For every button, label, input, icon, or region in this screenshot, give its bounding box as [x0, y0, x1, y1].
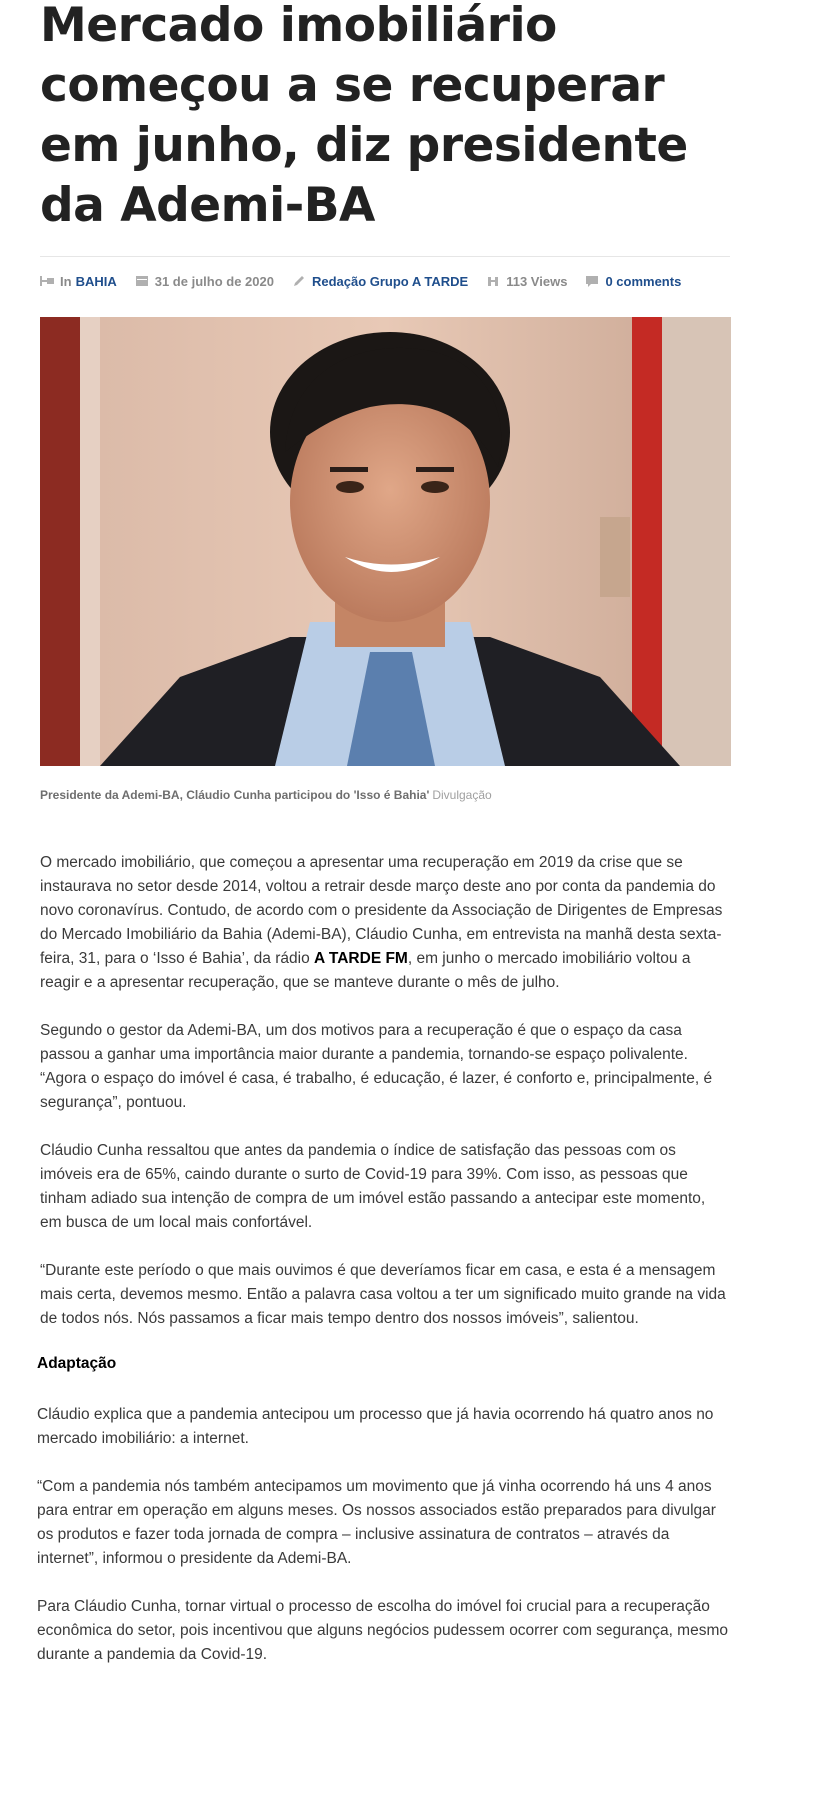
section-heading: Adaptação: [37, 1355, 117, 1372]
meta-author: [292, 274, 468, 289]
category-link[interactable]: BAHIA: [75, 273, 117, 289]
paragraph-3: Cláudio Cunha ressaltou que antes da pandemia o índice de satisfação das pessoas com os imóveis era de 65%, caindo durante o surto de Covid-19 para 39%. Com isso, as pessoas que tinham adiado sua intenção de compra de um imóvel estão passando a antecipar este momento, em busca de um local mais confortável.: [40, 1142, 706, 1231]
article-meta: [40, 257, 730, 305]
views-icon: [486, 275, 500, 287]
article: [37, 0, 730, 1691]
meta-views: [486, 274, 567, 289]
paragraph-6: “Com a pandemia nós também antecipamos um movimento que já vinha ocorrendo há uns 4 anos para entrar em operação em alguns meses. Os nossos associados estão preparados para divulgar os produtos e fazer toda jornada de compra – inclusive assinatura de contratos – através da internet”, informou o presidente da Ademi-BA.: [37, 1478, 716, 1567]
meta-comments: [585, 274, 681, 289]
views-count: 113 Views: [506, 273, 568, 289]
meta-category: [40, 274, 117, 289]
comment-icon: [585, 275, 599, 287]
calendar-icon: [135, 275, 149, 287]
meta-date: [135, 274, 274, 289]
photo-caption: [40, 788, 730, 802]
paragraph-7: Para Cláudio Cunha, tornar virtual o processo de escolha do imóvel foi crucial para a recuperação econômica do setor, pois incentivou que alguns negócios pudessem ocorrer com segurança, mesmo durante a pandemia da Covid-19.: [37, 1598, 728, 1663]
radio-name: A TARDE FM: [314, 950, 408, 967]
category-prefix: In: [60, 273, 72, 289]
comments-link[interactable]: 0 comments: [605, 273, 682, 289]
article-photo: [40, 317, 731, 766]
article-title: Mercado imobiliário começou a se recuperar em junho, diz presidente da Ademi-BA: [40, 0, 688, 233]
author-link[interactable]: Redação Grupo A TARDE: [311, 273, 469, 289]
article-body: [37, 851, 730, 1667]
paragraph-2: Segundo o gestor da Ademi-BA, um dos motivos para a recuperação é que o espaço da casa passou a ganhar uma importância maior durante a pandemia, tornando-se espaço polivalente. “Agora o espaço do imóvel é casa, é trabalho, é educação, é lazer, é conforto e, principalmente, é segurança”, pontuou.: [40, 1022, 713, 1111]
caption-credit: Divulgação: [432, 788, 492, 802]
caption-text: Presidente da Ademi-BA, Cláudio Cunha participou do 'Isso é Bahia': [40, 788, 430, 802]
paragraph-4: “Durante este período o que mais ouvimos é que deveríamos ficar em casa, e esta é a mensagem mais certa, devemos mesmo. Então a palavra casa voltou a ter um significado muito grande na vida de todos nós. Nós passamos a ficar mais tempo dentro dos nossos imóveis”, salientou.: [40, 1262, 726, 1327]
paragraph-1: [40, 851, 730, 995]
paragraph-1-text-end: , em junho o mercado imobiliário voltou a reagir e a apresentar recuperação, que se manteve durante o mês de julho.: [40, 950, 691, 991]
paragraph-5: Cláudio explica que a pandemia antecipou um processo que já havia ocorrendo há quatro anos no mercado imobiliário: a internet.: [37, 1406, 714, 1447]
pencil-icon: [292, 275, 306, 287]
portrait-illustration: [40, 317, 731, 766]
paragraph-1-text: O mercado imobiliário, que começou a apresentar uma recuperação em 2019 da crise que se instaurava no setor desde 2014, voltou a retrair desde março deste ano por conta da pandemia do novo coronavírus. Contudo, de acordo com o presidente da Associação de Dirigentes de Empresas do Mercado Imobiliário da Bahia (Ademi-BA), Cláudio Cunha, em entrevista na manhã desta sexta-feira, 31, para o ‘Isso é Bahia’, da rádio: [40, 854, 723, 967]
post-date: 31 de julho de 2020: [154, 273, 274, 289]
category-icon: [40, 275, 54, 287]
